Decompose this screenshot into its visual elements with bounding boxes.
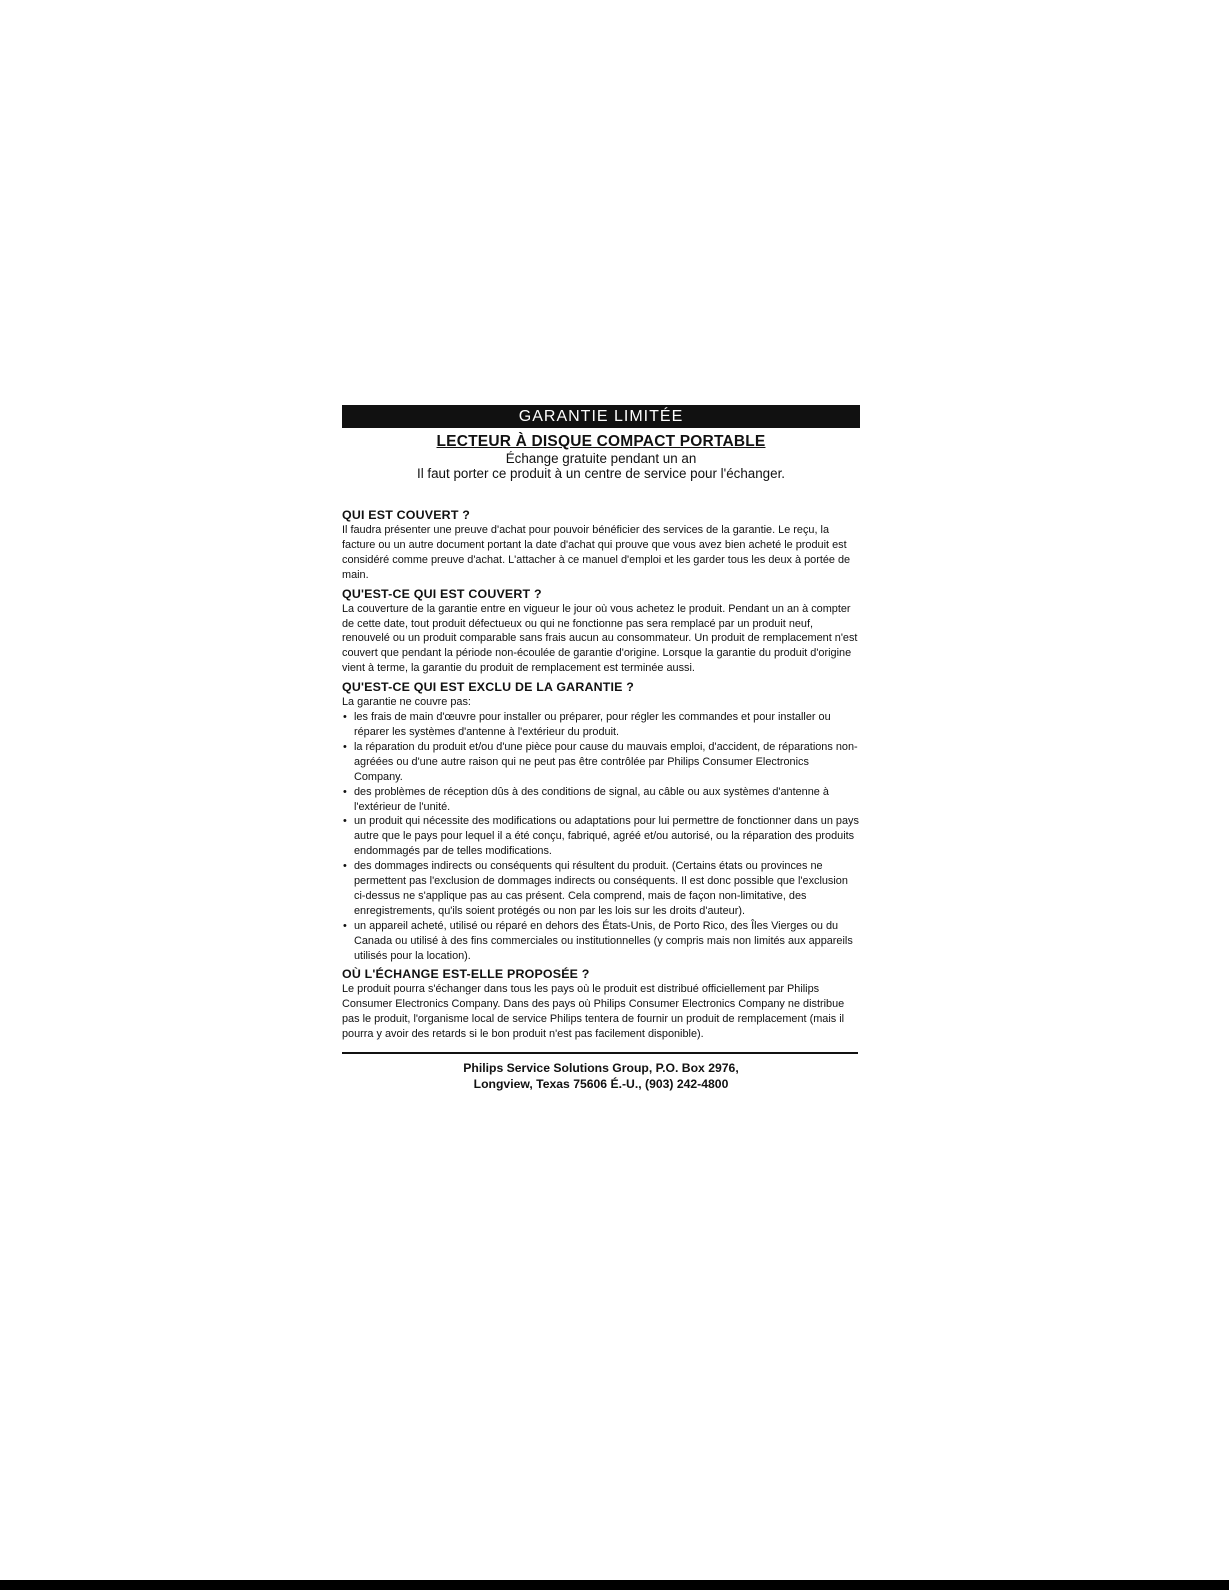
product-subtitle: LECTEUR À DISQUE COMPACT PORTABLE (436, 433, 766, 450)
section-title: OÙ L'ÉCHANGE EST-ELLE PROPOSÉE ? (342, 967, 590, 982)
list-item: • la réparation du produit et/ou d'une pièce pour cause du mauvais emploi, d'accident, de réparations non-agréées ou d'une autre raison qui ne peut pas être contrôlée par Philips Consumer Electronics Company. (342, 740, 860, 785)
document-header (342, 433, 860, 481)
divider (342, 1052, 858, 1054)
warranty-sections (342, 508, 860, 1042)
exclusion-list (342, 710, 860, 963)
section-intro: La garantie ne couvre pas: (342, 696, 471, 709)
section-what-covered (342, 587, 860, 677)
section-where-exchange (342, 967, 860, 1042)
section-exclusions (342, 680, 860, 963)
scan-edge-bar (0, 1580, 1229, 1590)
banner-title: GARANTIE LIMITÉE (518, 407, 684, 425)
title-banner (342, 405, 860, 428)
section-title: QUI EST COUVERT ? (342, 508, 471, 522)
footer-line: Philips Service Solutions Group, P.O. Box 2976, (463, 1061, 739, 1076)
warranty-document (342, 405, 860, 1092)
list-item: • des problèmes de réception dûs à des conditions de signal, au câble ou aux systèmes d'antenne à l'extérieur de l'unité. (342, 785, 860, 815)
list-item: • un produit qui nécessite des modifications ou adaptations pour lui permettre de fonctionner dans un pays autre que le pays pour lequel il a été conçu, fabriqué, agréé et/ou autorisé, ou la réparation des produits endommagés par de telles modifications. (342, 814, 860, 859)
list-item: • un appareil acheté, utilisé ou réparé en dehors des États-Unis, de Porto Rico, des Îles Vierges ou du Canada ou utilisé à des fins commerciales ou institutionnelles (y compris mais non limités aux appareils utilisés pour la location). (342, 919, 860, 964)
section-title: QU'EST-CE QUI EST EXCLU DE LA GARANTIE ? (342, 680, 635, 695)
list-item: • des dommages indirects ou conséquents qui résultent du produit. (Certains états ou provinces ne permettent pas l'exclusion de dommages indirects ou conséquents. Il est donc possible que l'exclusion ci-dessus ne s'applique pas au cas présent. Cela comprend, mais de façon non-limitative, des enregistrements, qu'ils soient protégés ou non par les lois sur les droits d'auteur). (342, 859, 860, 919)
section-body: Le produit pourra s'échanger dans tous les pays où le produit est distribué officiellement par Philips Consumer Electronics Company. Dans des pays où Philips Consumer Electronics Company ne distribue pas le produit, l'organisme local de service Philips tentera de fournir un produit de remplacement (mais il pourra y avoir des retards si le bon produit n'est pas facilement disponible). (342, 983, 845, 1041)
section-body: Il faudra présenter une preuve d'achat pour pouvoir bénéficier des services de la garantie. Le reçu, la facture ou un autre document portant la date d'achat qui prouve que vous avez bien acheté le produit est considéré comme preuve d'achat. L'attacher à ce manuel d'emploi et les garder tous les deux à portée de main. (342, 524, 851, 581)
section-body: La couverture de la garantie entre en vigueur le jour où vous achetez le produit. Pendant un an à compter de cette date, tout produit défectueux ou qui ne fonctionne pas sera remplacé par un produit neuf, renouvelé ou un produit comparable sans frais aucun au consommateur. Un produit de remplacement n'est couvert que pendant la période non-écoulée de garantie d'origine. Lorsque la garantie du produit d'origine vient à terme, la garantie du produit de remplacement est terminée aussi. (342, 602, 858, 675)
list-item: • les frais de main d'œuvre pour installer ou préparer, pour régler les commandes et pour installer ou réparer les systèmes d'antenne à l'extérieur du produit. (342, 710, 860, 740)
footer-line: Longview, Texas 75606 É.-U., (903) 242-4800 (473, 1077, 729, 1092)
exchange-term: Échange gratuite pendant un an (505, 451, 697, 466)
footer-address (342, 1060, 860, 1092)
service-instruction: Il faut porter ce produit à un centre de service pour l'échanger. (416, 466, 786, 481)
section-who-covered (342, 508, 860, 583)
section-title: QU'EST-CE QUI EST COUVERT ? (342, 586, 542, 601)
